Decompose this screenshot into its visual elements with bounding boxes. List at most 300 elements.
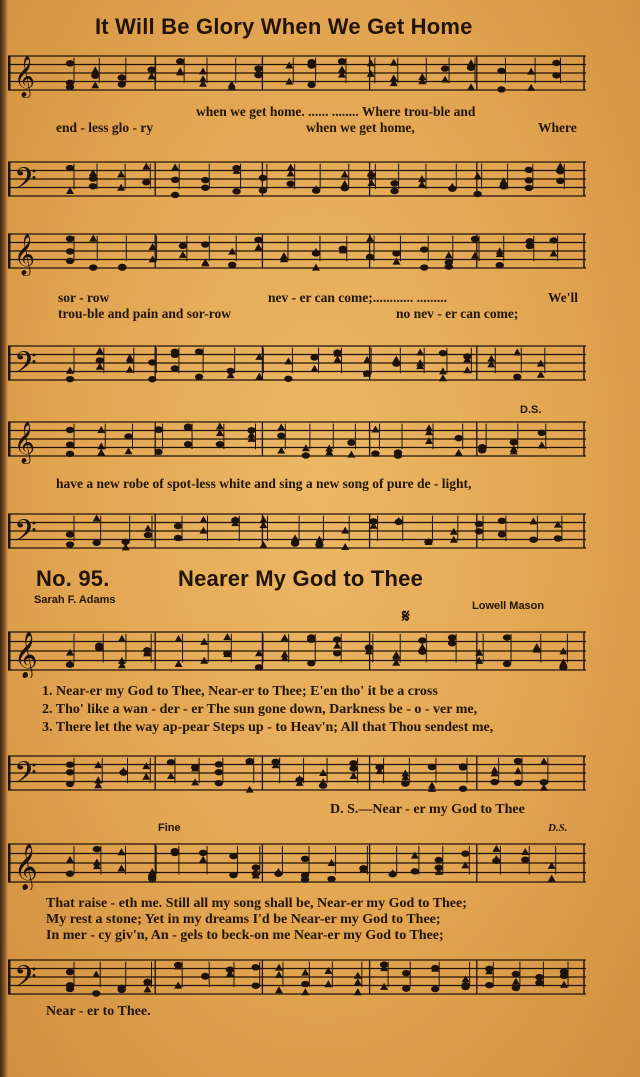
shape-note <box>301 969 309 976</box>
notehead <box>154 449 162 455</box>
shape-note <box>117 848 125 855</box>
shape-note <box>142 762 150 769</box>
hymn-title: Nearer My God to Thee <box>178 566 424 591</box>
notehead <box>512 971 520 977</box>
refrain-line: That raise - eth me. Still all my song shall be, Near-er my God to Thee; <box>46 896 467 911</box>
shape-note <box>275 971 283 978</box>
shape-note <box>514 767 522 774</box>
shape-note <box>390 74 398 81</box>
shape-note <box>142 163 150 170</box>
shape-note <box>301 988 309 995</box>
notehead <box>513 374 521 380</box>
treble-clef: 𝄞 <box>14 632 38 678</box>
notehead <box>201 241 209 247</box>
lyric-line: nev - er can come;............ ......... <box>268 290 447 305</box>
shape-note <box>341 171 349 178</box>
notehead <box>66 258 74 264</box>
music-staff-4 <box>8 338 594 388</box>
shape-note <box>418 643 426 650</box>
notehead <box>184 441 192 447</box>
shape-note <box>392 258 400 265</box>
shape-note <box>171 164 179 171</box>
notehead <box>471 236 479 242</box>
shape-note <box>559 658 567 665</box>
notehead <box>301 981 309 987</box>
notehead <box>475 521 483 527</box>
notehead <box>95 643 103 649</box>
notehead <box>93 846 101 852</box>
shape-note <box>118 635 126 642</box>
shape-note <box>66 856 74 863</box>
shape-note <box>341 527 349 534</box>
notehead <box>428 764 436 770</box>
notehead <box>338 58 346 64</box>
notehead <box>277 433 285 439</box>
music-staff-1 <box>8 48 594 98</box>
notehead <box>171 192 179 198</box>
shape-note <box>418 73 426 80</box>
fine-marker: Fine <box>158 822 181 834</box>
verse-line: 1. Near-er my God to Thee, Near-er to Thee; E'en tho' it be a cross <box>42 684 438 699</box>
shape-note <box>354 978 362 985</box>
notehead <box>167 759 175 765</box>
notehead <box>179 243 187 249</box>
shape-note <box>246 786 254 793</box>
hymn-title: It Will Be Glory When We Get Home <box>95 14 473 39</box>
shape-note <box>312 264 320 271</box>
notehead <box>251 982 259 988</box>
notehead <box>176 58 184 64</box>
shape-note <box>179 251 187 258</box>
music-staff-3 <box>8 226 594 276</box>
shape-note <box>367 59 375 66</box>
notehead <box>201 973 209 979</box>
notehead <box>259 187 267 193</box>
notehead <box>554 535 562 541</box>
shape-note <box>538 441 546 448</box>
notehead <box>171 848 179 854</box>
bass-clef: 𝄢 <box>14 756 37 797</box>
shape-note <box>324 980 332 987</box>
notehead <box>521 857 529 863</box>
notehead <box>459 786 467 792</box>
lyric-line: have a new robe of spot-less white and sing a new song of pure de - light, <box>56 476 472 491</box>
lyric-line: trou-ble and pain and sor-row <box>58 306 232 321</box>
notehead <box>526 243 534 249</box>
treble-clef: 𝄞 <box>14 844 38 890</box>
notehead <box>89 264 97 270</box>
notehead <box>66 531 74 537</box>
treble-clef: 𝄞 <box>14 234 36 275</box>
shape-note <box>144 525 152 532</box>
notehead <box>259 175 267 181</box>
notehead <box>124 433 132 439</box>
lyric-line: end - less glo - ry <box>56 120 154 135</box>
notehead <box>448 185 456 191</box>
notehead <box>552 60 560 66</box>
shape-note <box>367 179 375 186</box>
notehead <box>540 779 548 785</box>
notehead <box>339 246 347 252</box>
notehead <box>66 986 74 992</box>
notehead <box>247 427 255 433</box>
bass-clef: 𝄢 <box>14 162 37 203</box>
notehead <box>485 966 493 972</box>
music-staff-10 <box>8 952 594 1002</box>
shape-note <box>66 649 74 656</box>
notehead <box>229 853 237 859</box>
shape-note <box>281 634 289 641</box>
notehead <box>307 660 315 666</box>
notehead <box>195 374 203 380</box>
shape-note <box>341 180 349 187</box>
notehead <box>255 664 263 670</box>
notehead <box>461 850 469 856</box>
notehead <box>66 248 74 254</box>
shape-note <box>117 170 125 177</box>
notehead <box>174 962 182 968</box>
refrain-line: My rest a stone; Yet in my dreams I'd be Near-er my God to Thee; <box>46 912 441 927</box>
shape-note <box>223 633 231 640</box>
notehead <box>497 68 505 74</box>
shape-note <box>371 426 379 433</box>
notehead <box>312 187 320 193</box>
notehead <box>118 81 126 87</box>
shape-note <box>93 515 101 522</box>
notehead <box>363 370 371 376</box>
notehead <box>496 262 504 268</box>
shape-note <box>91 81 99 88</box>
notehead <box>66 376 74 382</box>
shape-note <box>548 875 556 882</box>
notehead <box>454 435 462 441</box>
shape-note <box>441 76 449 83</box>
notehead <box>485 982 493 988</box>
ending-line: Near - er to Thee. <box>46 1004 151 1019</box>
notehead <box>301 876 309 882</box>
bass-clef: 𝄢 <box>14 960 37 1001</box>
shape-note <box>411 852 419 859</box>
notehead <box>560 968 568 974</box>
music-staff-7 <box>8 624 594 678</box>
shape-note <box>277 423 285 430</box>
notehead <box>201 177 209 183</box>
notehead <box>215 761 223 767</box>
shape-note <box>554 521 562 528</box>
hymn-number: No. 95. <box>36 566 110 591</box>
notehead <box>503 634 511 640</box>
shape-note <box>540 758 548 765</box>
notehead <box>66 80 74 86</box>
shape-note <box>199 67 207 74</box>
notehead <box>401 780 409 786</box>
notehead <box>199 850 207 856</box>
shape-note <box>354 988 362 995</box>
notehead <box>418 637 426 643</box>
notehead <box>556 168 564 174</box>
shape-note <box>275 986 283 993</box>
notehead <box>66 427 74 433</box>
notehead <box>301 856 309 862</box>
notehead <box>347 439 355 445</box>
notehead <box>284 376 292 382</box>
notehead <box>367 172 375 178</box>
notehead <box>525 167 533 173</box>
notehead <box>439 350 447 356</box>
shape-note <box>275 964 283 971</box>
notehead <box>498 531 506 537</box>
shape-note <box>124 447 132 454</box>
notehead <box>89 183 97 189</box>
shape-note <box>291 534 299 541</box>
shape-note <box>126 366 134 373</box>
notehead <box>514 780 522 786</box>
notehead <box>319 782 327 788</box>
notehead <box>148 376 156 382</box>
notehead <box>395 519 403 525</box>
notehead <box>121 539 129 545</box>
notehead <box>420 264 428 270</box>
notehead <box>307 82 315 88</box>
notehead <box>148 359 156 365</box>
notehead <box>229 872 237 878</box>
shape-note <box>259 541 267 548</box>
notehead <box>498 518 506 524</box>
shape-note <box>425 424 433 431</box>
notehead <box>171 177 179 183</box>
lyric-line: We'll <box>548 290 578 305</box>
shape-note <box>463 366 471 373</box>
shape-note <box>455 449 463 456</box>
shape-note <box>392 651 400 658</box>
ds-marker: D.S. <box>548 822 568 834</box>
shape-note <box>92 971 100 978</box>
notehead <box>371 450 379 456</box>
notehead <box>529 536 537 542</box>
lyric-line: sor - row <box>58 290 110 305</box>
notehead <box>184 423 192 429</box>
notehead <box>201 185 209 191</box>
shape-note <box>254 243 262 250</box>
shape-note <box>97 426 105 433</box>
composer-credit: Lowell Mason <box>472 600 545 612</box>
verse-line: 2. Tho' like a wan - der - er The sun gone down, Darkness be - o - ver me, <box>42 702 478 717</box>
shape-note <box>259 516 267 523</box>
shape-note <box>366 235 374 242</box>
notehead <box>143 979 151 985</box>
music-staff-9 <box>8 836 594 890</box>
notehead <box>66 769 74 775</box>
notehead <box>525 177 533 183</box>
notehead <box>66 541 74 547</box>
lyric-line: Where <box>538 120 577 135</box>
shape-note <box>91 66 99 73</box>
shape-note <box>199 856 207 863</box>
shape-note <box>392 659 400 666</box>
notehead <box>390 188 398 194</box>
notehead <box>315 542 323 548</box>
lyric-line: when we get home. ...... ........ Where trou-ble and <box>196 104 476 119</box>
ds-marker: D.S. <box>520 404 542 416</box>
music-staff-8 <box>8 748 594 798</box>
notehead <box>556 178 564 184</box>
shape-note <box>97 442 105 449</box>
shape-note <box>280 252 288 259</box>
notehead <box>392 250 400 256</box>
shape-note <box>175 635 183 642</box>
page-binding-edge <box>0 0 8 1077</box>
notehead <box>307 636 315 642</box>
notehead <box>66 236 74 242</box>
notehead <box>118 264 126 270</box>
notehead <box>251 964 259 970</box>
notehead <box>66 451 74 457</box>
lyric-line: when we get home, <box>306 120 415 135</box>
notehead <box>333 650 341 656</box>
notehead <box>475 528 483 534</box>
notehead <box>148 875 156 881</box>
music-staff-2 <box>8 154 594 204</box>
shape-note <box>216 422 224 429</box>
shape-note <box>311 365 319 372</box>
shape-note <box>142 773 150 780</box>
notehead <box>420 246 428 252</box>
shape-note <box>467 59 475 66</box>
music-staff-5 <box>8 414 594 464</box>
shape-note <box>521 848 529 855</box>
notehead <box>171 365 179 371</box>
shape-note <box>474 172 482 179</box>
notehead <box>441 65 449 71</box>
notehead <box>510 439 518 445</box>
notehead <box>411 868 419 874</box>
shape-note <box>471 252 479 259</box>
notehead <box>174 523 182 529</box>
bass-clef: 𝄢 <box>14 346 37 387</box>
shape-note <box>96 363 104 370</box>
notehead <box>490 779 498 785</box>
notehead <box>327 876 335 882</box>
bass-clef: 𝄢 <box>14 514 37 555</box>
shape-note <box>325 448 333 455</box>
notehead <box>142 179 150 185</box>
refrain-line: In mer - cy giv'n, An - gels to beck-on me Near-er my God to Thee; <box>46 928 444 943</box>
treble-clef: 𝄞 <box>14 422 36 463</box>
notehead <box>66 871 74 877</box>
shape-note <box>354 972 362 979</box>
verse-line: 3. There let the way ap-pear Steps up - to Heav'n; All that Thou sendest me, <box>42 720 494 735</box>
notehead <box>66 969 74 975</box>
notehead <box>195 348 203 354</box>
shape-note <box>392 356 400 363</box>
author-credit: Sarah F. Adams <box>34 594 116 606</box>
notehead <box>144 532 152 538</box>
notehead <box>66 165 74 171</box>
notehead <box>333 636 341 642</box>
shape-note <box>529 517 537 524</box>
notehead <box>514 758 522 764</box>
notehead <box>171 349 179 355</box>
ds-lyric-line: D. S.—Near - er my God to Thee <box>330 802 525 817</box>
notehead <box>499 183 507 189</box>
notehead <box>89 175 97 181</box>
notehead <box>228 262 236 268</box>
notehead <box>147 66 155 72</box>
treble-clef: 𝄞 <box>14 56 36 97</box>
notehead <box>215 780 223 786</box>
notehead <box>91 72 99 78</box>
shape-note <box>66 367 74 374</box>
shape-note <box>89 234 97 241</box>
music-staff-6 <box>8 506 594 556</box>
notehead <box>512 985 520 991</box>
notehead <box>286 181 294 187</box>
notehead <box>252 864 260 870</box>
lyric-line: no nev - er can come; <box>396 306 519 321</box>
notehead <box>435 865 443 871</box>
notehead <box>66 60 74 66</box>
notehead <box>388 871 396 877</box>
shape-note <box>560 981 568 988</box>
notehead <box>549 237 557 243</box>
notehead <box>369 518 377 524</box>
shape-note <box>425 437 433 444</box>
shape-note <box>462 975 470 982</box>
notehead <box>66 441 74 447</box>
notehead <box>118 74 126 80</box>
notehead <box>390 180 398 186</box>
notehead <box>118 985 126 991</box>
shape-note <box>467 83 475 90</box>
shape-note <box>93 858 101 865</box>
notehead <box>310 354 318 360</box>
notehead <box>445 259 453 265</box>
notehead <box>525 185 533 191</box>
notehead <box>274 871 282 877</box>
notehead <box>254 237 262 243</box>
notehead <box>154 427 162 433</box>
shape-note <box>512 978 520 985</box>
notehead <box>402 970 410 976</box>
notehead <box>431 986 439 992</box>
shape-note <box>380 983 388 990</box>
notehead <box>402 985 410 991</box>
shape-note <box>341 543 349 550</box>
notehead <box>394 449 402 455</box>
notehead <box>461 984 469 990</box>
notehead <box>538 430 546 436</box>
notehead <box>478 444 486 450</box>
notehead <box>96 357 104 363</box>
notehead <box>503 661 511 667</box>
notehead <box>66 781 74 787</box>
shape-note <box>199 527 207 534</box>
notehead <box>435 857 443 863</box>
notehead <box>459 763 467 769</box>
shape-note <box>97 449 105 456</box>
shape-note <box>176 68 184 75</box>
notehead <box>307 59 315 65</box>
notehead <box>174 535 182 541</box>
shape-note <box>513 349 521 356</box>
notehead <box>473 191 481 197</box>
segno-sign: 𝄋 <box>402 606 410 627</box>
notehead <box>349 765 357 771</box>
notehead <box>216 441 224 447</box>
shape-note <box>143 985 151 992</box>
shape-note <box>199 516 207 523</box>
notehead <box>215 769 223 775</box>
